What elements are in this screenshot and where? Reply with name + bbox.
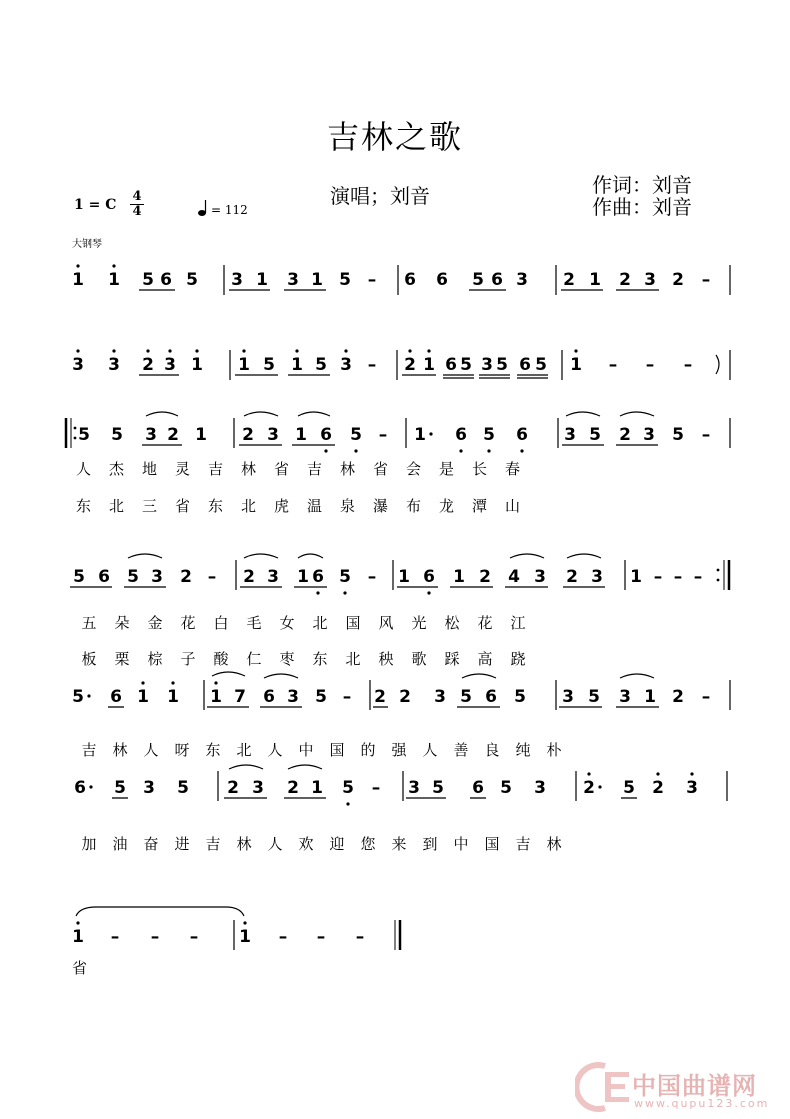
- svg-text:3: 3: [151, 567, 163, 587]
- quarter-note-icon: [197, 199, 211, 217]
- svg-text:–: –: [367, 567, 377, 587]
- svg-text:5: 5: [111, 425, 123, 445]
- lyrics-row-5: [72, 721, 578, 760]
- svg-text:5: 5: [339, 270, 351, 290]
- svg-text:5: 5: [315, 355, 327, 375]
- lyrics-row-3-verse-2: 东北三省东北虎温泉瀑布龙潭山: [76, 497, 539, 515]
- svg-text:–: –: [316, 927, 326, 947]
- svg-text:3: 3: [434, 687, 446, 707]
- svg-text:–: –: [645, 355, 655, 375]
- svg-text:5: 5: [78, 425, 90, 445]
- svg-text:–: –: [701, 687, 711, 707]
- svg-text:1: 1: [195, 425, 207, 445]
- score-row-2: [0, 340, 790, 400]
- lyrics-row-3-verse-1: 人杰地灵吉林省吉林省会是长春: [76, 460, 539, 478]
- svg-text:1: 1: [570, 355, 582, 375]
- svg-text:–: –: [367, 355, 377, 375]
- svg-text:6: 6: [485, 687, 497, 707]
- svg-text:5: 5: [73, 567, 85, 587]
- svg-text:1: 1: [311, 270, 323, 290]
- svg-text:6: 6: [491, 270, 503, 290]
- svg-text:2: 2: [399, 687, 411, 707]
- key-signature: 1 = C: [74, 197, 117, 213]
- svg-text:1: 1: [72, 270, 84, 290]
- svg-text:2: 2: [583, 778, 595, 798]
- svg-text:1: 1: [644, 687, 656, 707]
- svg-text:1: 1: [191, 355, 203, 375]
- svg-text:3: 3: [481, 355, 493, 375]
- svg-text:5: 5: [127, 567, 139, 587]
- lyrics-row-4-verse-1-text: 五朵金花白毛女北国风光松花江: [81, 614, 544, 632]
- svg-text:2: 2: [167, 425, 179, 445]
- svg-text:–: –: [701, 270, 711, 290]
- svg-text:–: –: [701, 425, 711, 445]
- svg-text:5: 5: [588, 687, 600, 707]
- svg-text:5: 5: [460, 355, 472, 375]
- lyrics-row-5-text: 吉林人呀东北人中国的强人善良纯朴: [81, 741, 578, 759]
- svg-text:5: 5: [472, 270, 484, 290]
- svg-text:6: 6: [74, 778, 86, 798]
- svg-text:–: –: [371, 778, 381, 798]
- svg-text:3: 3: [564, 425, 576, 445]
- svg-text:6: 6: [110, 687, 122, 707]
- svg-text:3: 3: [591, 567, 603, 587]
- svg-text:1: 1: [589, 270, 601, 290]
- svg-text:5: 5: [177, 778, 189, 798]
- svg-text:5: 5: [672, 425, 684, 445]
- svg-text:–: –: [367, 270, 377, 290]
- svg-text:–: –: [150, 927, 160, 947]
- svg-text:5: 5: [339, 567, 351, 587]
- svg-text:1: 1: [137, 687, 149, 707]
- svg-text:1: 1: [311, 778, 323, 798]
- svg-text:–: –: [189, 927, 199, 947]
- svg-text:–: –: [693, 567, 703, 587]
- svg-text:3: 3: [267, 567, 279, 587]
- svg-text:3: 3: [562, 687, 574, 707]
- svg-text:1: 1: [238, 355, 250, 375]
- svg-text:5: 5: [432, 778, 444, 798]
- svg-text:3: 3: [534, 778, 546, 798]
- svg-text:1: 1: [256, 270, 268, 290]
- svg-text:7: 7: [234, 687, 246, 707]
- svg-text:2: 2: [374, 687, 386, 707]
- svg-text:5: 5: [500, 778, 512, 798]
- svg-text:–: –: [608, 355, 618, 375]
- svg-text:6: 6: [312, 567, 324, 587]
- time-signature-top: 4: [132, 189, 142, 204]
- svg-text:1: 1: [72, 927, 84, 947]
- lyricist-credit: 作词：刘音: [592, 173, 692, 197]
- song-title: 吉林之歌: [326, 118, 463, 156]
- svg-text:1: 1: [630, 567, 642, 587]
- svg-text:2: 2: [672, 687, 684, 707]
- score-row-6: [0, 763, 790, 823]
- watermark-url: www.qupu123.com: [634, 1097, 770, 1110]
- svg-text:3: 3: [252, 778, 264, 798]
- svg-text:3: 3: [340, 355, 352, 375]
- svg-text:6: 6: [519, 355, 531, 375]
- svg-text:4: 4: [508, 567, 520, 587]
- watermark-text: 中国曲谱网: [632, 1071, 757, 1100]
- svg-text:6: 6: [263, 687, 275, 707]
- site-logo-icon: [575, 1062, 633, 1112]
- lyrics-row-4-verse-2-text: 板栗棕子酸仁枣东北秧歌踩高跷: [81, 650, 544, 668]
- svg-text:5: 5: [342, 778, 354, 798]
- svg-text:5: 5: [114, 778, 126, 798]
- svg-text:6: 6: [455, 425, 467, 445]
- svg-text:2: 2: [619, 425, 631, 445]
- svg-text:2: 2: [652, 778, 664, 798]
- svg-text:1: 1: [414, 425, 426, 445]
- svg-text:3: 3: [644, 270, 656, 290]
- svg-text:3: 3: [686, 778, 698, 798]
- score-row-7: [0, 906, 790, 966]
- svg-text:3: 3: [108, 355, 120, 375]
- svg-text:2: 2: [287, 778, 299, 798]
- svg-text:6: 6: [472, 778, 484, 798]
- svg-text:3: 3: [287, 687, 299, 707]
- svg-text:3: 3: [231, 270, 243, 290]
- svg-text:5: 5: [623, 778, 635, 798]
- lyrics-row-6: [72, 815, 578, 854]
- svg-text:2: 2: [242, 425, 254, 445]
- svg-text:2: 2: [619, 270, 631, 290]
- svg-text:5: 5: [483, 425, 495, 445]
- svg-text:5: 5: [263, 355, 275, 375]
- svg-text:1: 1: [297, 567, 309, 587]
- svg-text:3: 3: [164, 355, 176, 375]
- svg-text:6: 6: [423, 567, 435, 587]
- svg-text:6: 6: [516, 425, 528, 445]
- lyrics-row-7: 省: [72, 959, 88, 977]
- svg-text:–: –: [207, 567, 217, 587]
- svg-text:2: 2: [479, 567, 491, 587]
- time-signature: [129, 190, 145, 219]
- svg-text:1: 1: [398, 567, 410, 587]
- singer-credit: 演唱；刘音: [330, 184, 430, 208]
- svg-text:5: 5: [72, 687, 84, 707]
- svg-text:–: –: [110, 927, 120, 947]
- svg-text:1: 1: [453, 567, 465, 587]
- svg-text:3: 3: [145, 425, 157, 445]
- svg-text:1: 1: [239, 927, 251, 947]
- svg-text:–: –: [278, 927, 288, 947]
- svg-text:5: 5: [514, 687, 526, 707]
- svg-text:2: 2: [243, 567, 255, 587]
- score-row-1: [0, 255, 790, 315]
- svg-text:6: 6: [98, 567, 110, 587]
- svg-text:1: 1: [423, 355, 435, 375]
- svg-text:3: 3: [643, 425, 655, 445]
- svg-text:6: 6: [436, 270, 448, 290]
- svg-text:5: 5: [496, 355, 508, 375]
- composer-credit: 作曲：刘音: [592, 195, 692, 219]
- svg-text:5: 5: [460, 687, 472, 707]
- svg-text:3: 3: [267, 425, 279, 445]
- svg-text:5: 5: [535, 355, 547, 375]
- svg-text:–: –: [673, 567, 683, 587]
- svg-text:5: 5: [315, 687, 327, 707]
- svg-text:6: 6: [445, 355, 457, 375]
- svg-text:2: 2: [563, 270, 575, 290]
- svg-text:5: 5: [350, 425, 362, 445]
- svg-text:3: 3: [143, 778, 155, 798]
- svg-text:3: 3: [619, 687, 631, 707]
- instrument-label: 大钢琴: [72, 239, 102, 250]
- svg-text:–: –: [683, 355, 693, 375]
- svg-text:6: 6: [160, 270, 172, 290]
- svg-text:3: 3: [287, 270, 299, 290]
- svg-text:1: 1: [210, 687, 222, 707]
- svg-text:2: 2: [566, 567, 578, 587]
- svg-text:2: 2: [227, 778, 239, 798]
- tempo-value: = 112: [211, 203, 248, 217]
- svg-text:–: –: [342, 687, 352, 707]
- svg-text:–: –: [653, 567, 663, 587]
- svg-text:2: 2: [142, 355, 154, 375]
- time-signature-bottom: 4: [132, 204, 142, 219]
- svg-text:2: 2: [404, 355, 416, 375]
- svg-text:5: 5: [589, 425, 601, 445]
- svg-text:2: 2: [180, 567, 192, 587]
- svg-text:6: 6: [404, 270, 416, 290]
- svg-text:2: 2: [672, 270, 684, 290]
- svg-text:3: 3: [516, 270, 528, 290]
- svg-text:5: 5: [142, 270, 154, 290]
- svg-text:3: 3: [534, 567, 546, 587]
- svg-text:1: 1: [108, 270, 120, 290]
- svg-text:6: 6: [320, 425, 332, 445]
- svg-text:–: –: [378, 425, 388, 445]
- lyrics-row-4-verse-2: [72, 630, 544, 669]
- lyrics-row-6-text: 加油奋进吉林人欢迎您来到中国吉林: [81, 835, 578, 853]
- svg-text:1: 1: [295, 425, 307, 445]
- svg-text:3: 3: [72, 355, 84, 375]
- svg-text:–: –: [355, 927, 365, 947]
- lyrics-row-4-verse-1: [72, 594, 544, 633]
- tempo-marking: [197, 199, 248, 217]
- svg-text:1: 1: [291, 355, 303, 375]
- svg-text:1: 1: [167, 687, 179, 707]
- svg-text:3: 3: [408, 778, 420, 798]
- svg-text:5: 5: [186, 270, 198, 290]
